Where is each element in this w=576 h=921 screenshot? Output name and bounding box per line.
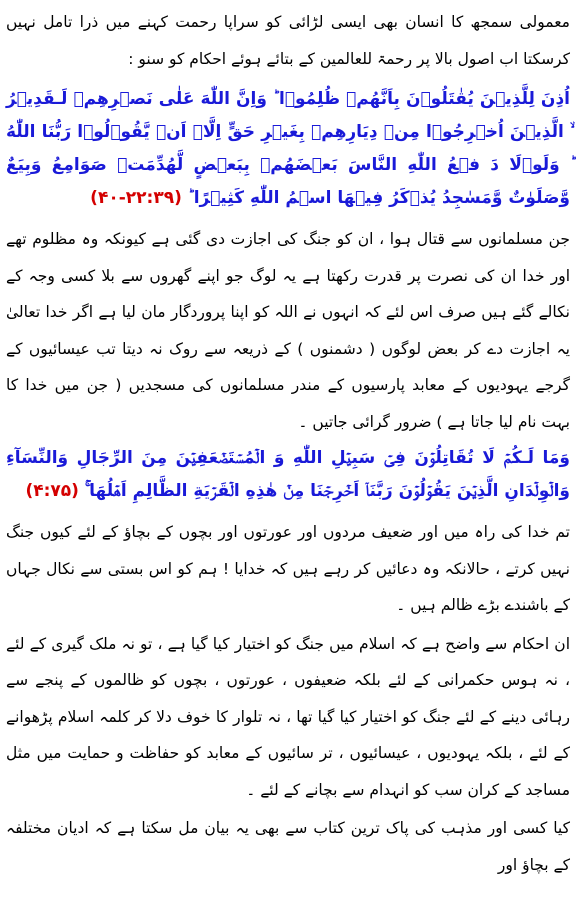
verse-reference: (۲۲:۳۹-۴۰) (90, 188, 182, 208)
translation-paragraph: جن مسلمانوں سے قتال ہوا ، ان کو جنگ کی اجازت دی گئی ہے کیونکہ وہ مظلوم تھے اور خدا ان کی نصرت پر قدرت رکھتا ہے یہ لوگ جو اپنے گھروں سے بلا کسی وجہ کے نکالے گئے ہیں صرف اس لئے کہ انہوں نے اللہ کو اپنا پروردگار مان لیا ہے اگر خدا تعالیٰ یہ اجازت دے کر بعض لوگوں ( دشمنوں ) کے ذریعہ سے روک نہ دیتا تب عیسائیوں کے گرجے یہودیوں کے معابد پارسیوں کے مندر مسلمانوں کی مسجدیں ( جن میں خدا کا بہت نام لیا جاتا ہے ) ضرور گرائی جاتیں ۔ (6, 230, 570, 431)
quran-verse-text: وَمَا لَـكُمۡ لَا تُقَاتِلُوۡنَ فِىۡ سَبِيۡلِ اللّٰهِ وَ الۡمُسۡتَضۡعَفِيۡنَ مِنَ الرِّجَالِ وَالنِّسَآءِ وَالۡوِلۡدَانِ الَّذِيۡنَ يَقُوۡلُوۡنَ رَبَّنَاۤ اَخۡرِجۡنَا مِنۡ هٰذِهِ الۡقَرۡيَةِ الظَّالِمِ اَهۡلُهَا‌ ۚ (6, 448, 570, 501)
translation-paragraph: تم خدا کی راہ میں اور ضعیف مردوں اور عورتوں اور بچوں کے بچاؤ کے لئے کیوں جنگ نہیں کرتے ، حالانکہ وہ دعائیں کر رہے ہیں کہ خدایا ! ہم کو اس بستی سے نکال جہاں کے باشندے بڑے ظالم ہیں ۔ (6, 523, 570, 614)
commentary-paragraph: کیا کسی اور مذہب کی پاک ترین کتاب سے بھی یہ بیان مل سکتا ہے کہ ادیان مختلفہ کے بچاؤ اور (6, 819, 570, 874)
quran-verse-text: اُذِنَ لِلَّذِيۡنَ يُقٰتَلُوۡنَ بِاَنَّهُمۡ ظُلِمُوۡا‌ ؕ وَاِنَّ اللّٰهَ عَلٰى نَصۡرِهِمۡ لَـقَدِيۡرُ ۙ الَّذِيۡنَ اُخۡرِجُوۡا مِنۡ دِيَارِهِمۡ بِغَيۡرِ حَقٍّ اِلَّاۤ اَنۡ يَّقُوۡلُوۡا رَبُّنَا اللّٰهُ‌ ؕ وَلَوۡلَا دَ فۡعُ اللّٰهِ النَّاسَ بَعۡضَهُمۡ بِبَعۡضٍ لَّهُدِّمَتۡ صَوَامِعُ وَبِيَعٌ وَّصَلَوٰتٌ وَّمَسٰجِدُ يُذۡكَرُ فِيۡهَا اسۡمُ اللّٰهِ كَثِيۡرًا‌ ؕ (6, 89, 570, 208)
commentary-paragraph: ان احکام سے واضح ہے کہ اسلام میں جنگ کو اختیار کیا گیا ہے ، تو نہ ملک گیری کے لئے ، نہ ہوس حکمرانی کے لئے بلکہ ضعیفوں ، عورتوں ، بچوں کو ظالموں کے پنجے سے رہائی دینے کے لئے جنگ کو اختیار کیا گیا تھا ، نہ تلوار کا خوف دلا کر کلمہ اسلام پڑھوانے کے لئے ، بلکہ یہودیوں ، عیسائیوں ، تر سائیوں کے معابد کو حفاظت و حمایت میں مثل مساجد کے کران سب کو انہدام سے بچانے کے لئے ۔ (6, 634, 570, 799)
quran-verse-nisa (6, 442, 570, 508)
quran-verse-hajj (6, 83, 570, 215)
intro-paragraph: معمولی سمجھ کا انسان بھی ایسی لڑائی کو سراپا رحمت کہنے میں ذرا تامل نہیں کرسکتا اب اصول بالا پر رحمۃ للعالمین کے بتائے ہوئے احکام کو سنو : (6, 13, 570, 68)
verse-reference: (۴:۷۵) (25, 481, 79, 501)
